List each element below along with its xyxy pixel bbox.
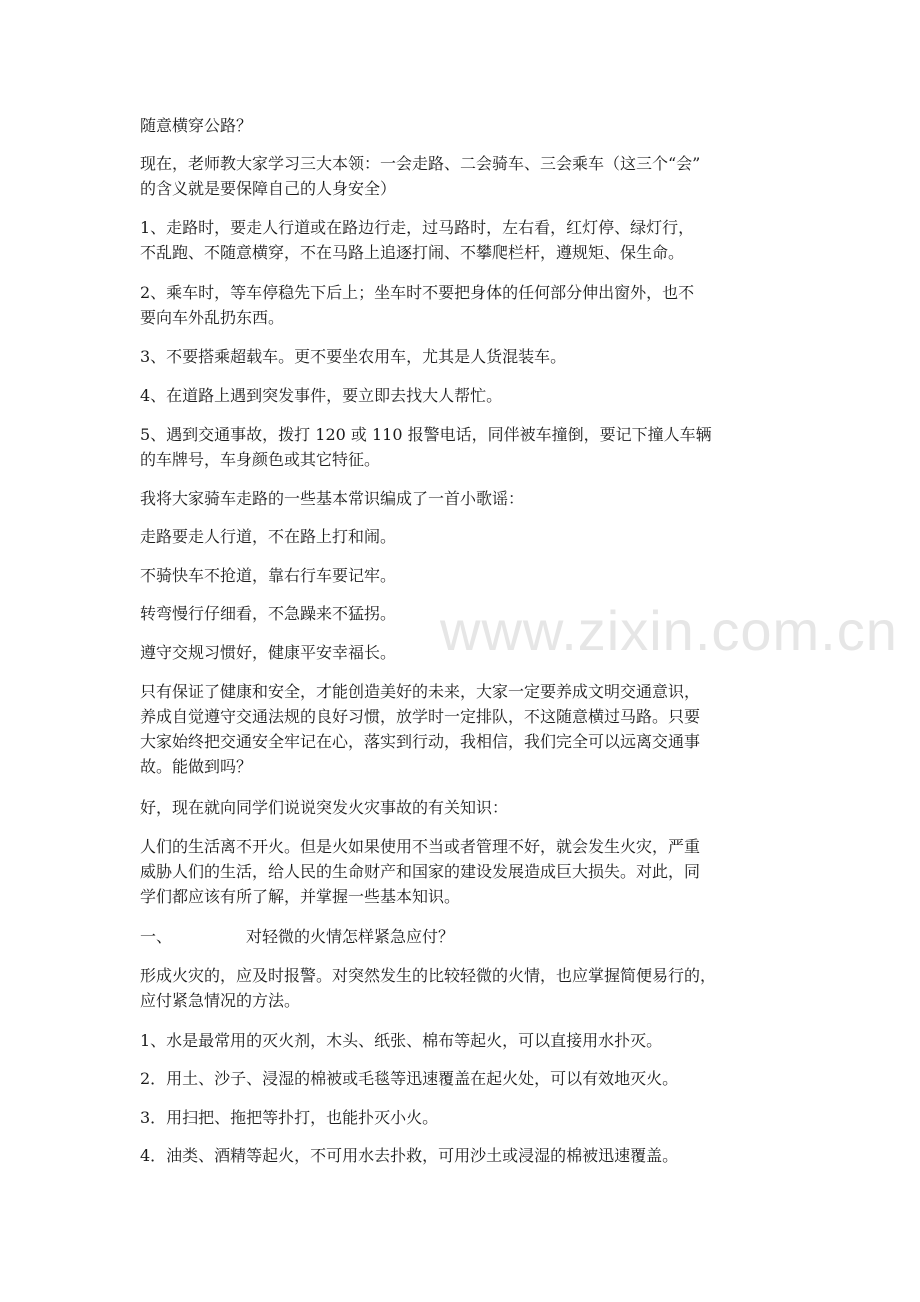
paragraph-8: 我将大家骑车走路的一些基本常识编成了一首小歌谣： xyxy=(140,489,525,508)
list-item-2: 2．用土、沙子、浸湿的棉被或毛毯等迅速覆盖在起火处，可以有效地灭火。 xyxy=(140,1069,679,1088)
list-item-3: 3．用扫把、拖把等扑打，也能扑灭小火。 xyxy=(140,1108,439,1127)
paragraph-7: 5、遇到交通事故，拨打 120 或 110 报警电话，同伴被车撞倒，要记下撞人车辆 的车牌号，车身颜色或其它特征。 xyxy=(140,425,712,469)
paragraph-13: 只有保证了健康和安全，才能创造美好的未来，大家一定要养成文明交通意识， 养成自觉遵守交通法规的良好习惯，放学时一定排队，不这随意横过马路。只要 大家始终把交通安全牢记在心，落实到行动，我相信，我们完全可以远离交通事 故。能做到吗？ xyxy=(140,682,701,776)
paragraph-2: 现在，老师教大家学习三大本领：一会走路、二会骑车、三会乘车（这三个“会” 的含义就是要保障自己的人身安全） xyxy=(140,154,701,198)
paragraph-15: 人们的生活离不开火。但是火如果使用不当或者管理不好，就会发生火灾，严重 威胁人们的生活，给人民的生命财产和国家的建设发展造成巨大损失。对此，同 学们都应该有所了解，并掌握一些基本知识。 xyxy=(140,837,701,906)
paragraph-17: 形成火灾的，应及时报警。对突然发生的比较轻微的火情，也应掌握简便易行的， 应付紧急情况的方法。 xyxy=(140,966,717,1010)
section-heading xyxy=(140,924,790,949)
song-line-2: 不骑快车不抢道，靠右行车要记牢。 xyxy=(140,566,397,585)
paragraph-6: 4、在道路上遇到突发事件，要立即去找大人帮忙。 xyxy=(140,386,503,405)
heading-number: 一、 xyxy=(140,927,173,946)
song-line-3: 转弯慢行仔细看，不急躁来不猛拐。 xyxy=(140,604,397,623)
list-item-4: 4．油类、酒精等起火，不可用水去扑救，可用沙土或浸湿的棉被迅速覆盖。 xyxy=(140,1146,679,1165)
paragraph-5: 3、不要搭乘超载车。更不要坐农用车，尤其是人货混装车。 xyxy=(140,347,567,366)
paragraph-4: 2、乘车时，等车停稳先下后上；坐车时不要把身体的任何部分伸出窗外，也不 要向车外乱扔东西。 xyxy=(140,283,695,327)
paragraph-3: 1、走路时，要走人行道或在路边行走，过马路时，左右看，红灯停、绿灯行， 不乱跑、不随意横穿，不在马路上追逐打闹、不攀爬栏杆，遵规矩、保生命。 xyxy=(140,218,695,262)
paragraph-1: 随意横穿公路？ xyxy=(140,116,253,135)
watermark: www.zixin.com.cn xyxy=(440,599,898,662)
list-item-1: 1、水是最常用的灭火剂，木头、纸张、棉布等起火，可以直接用水扑灭。 xyxy=(140,1031,663,1050)
song-line-4: 遵守交规习惯好，健康平安幸福长。 xyxy=(140,643,397,662)
song-line-1: 走路要走人行道，不在路上打和闹。 xyxy=(140,527,397,546)
heading-text: 对轻微的火情怎样紧急应付？ xyxy=(246,927,455,946)
paragraph-14: 好，现在就向同学们说说突发火灾事故的有关知识： xyxy=(140,798,509,817)
